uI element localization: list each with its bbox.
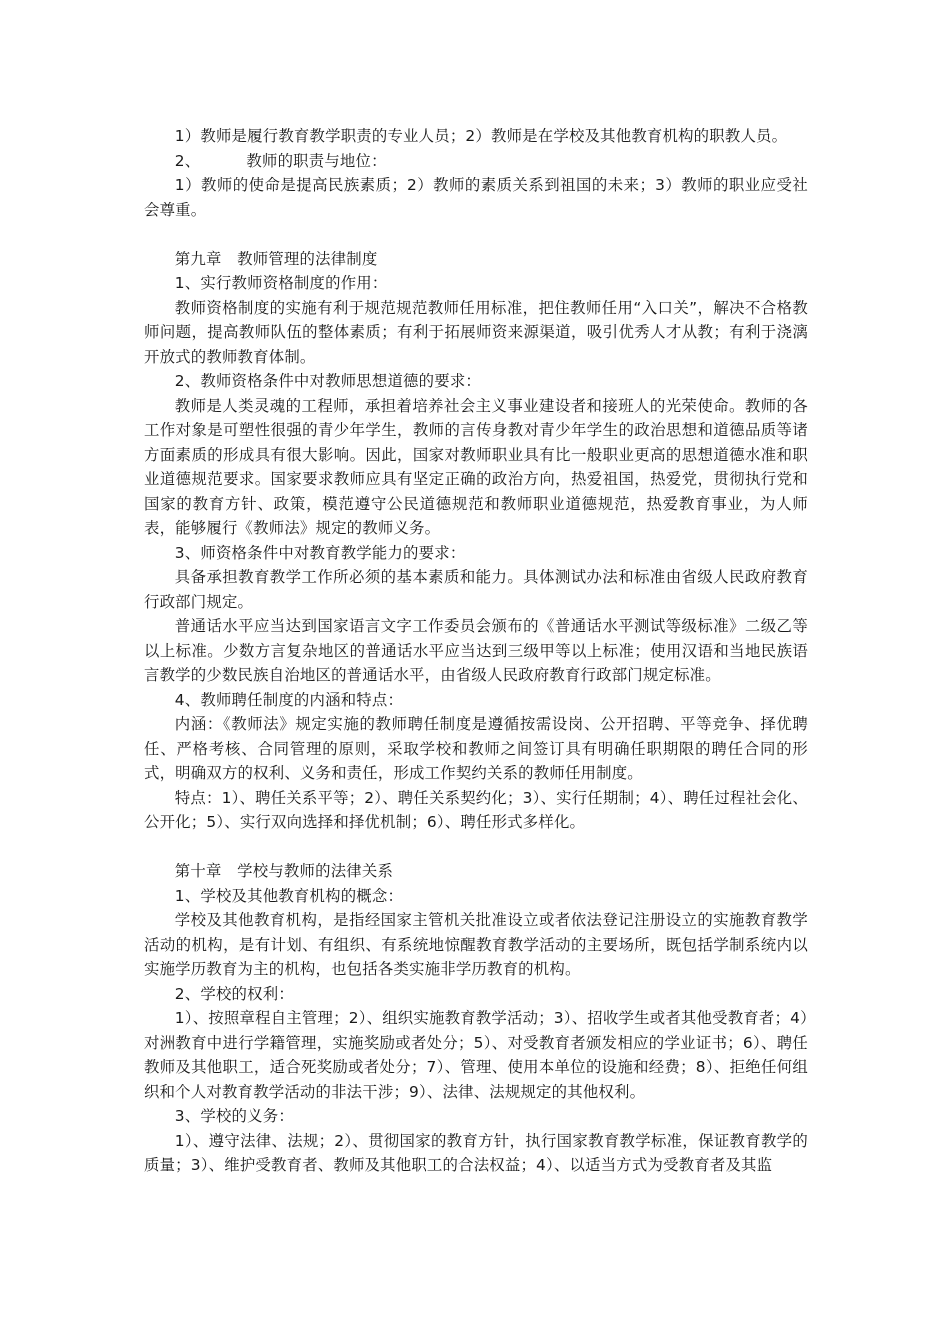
- paragraph: 内涵：《教师法》规定实施的教师聘任制度是遵循按需设岗、公开招聘、平等竞争、择优聘任、严格考核、合同管理的原则，采取学校和教师之间签订具有明确任职期限的聘任合同的形式，明确双方的权利、义务和责任，形成工作契约关系的教师任用制度。: [144, 715, 808, 782]
- paragraph: 普通话水平应当达到国家语言文字工作委员会颁布的《普通话水平测试等级标准》二级乙等以上标准。少数方言复杂地区的普通话水平应当达到三级甲等以上标准；使用汉语和当地民族语言教学的少数民族自治地区的普通话水平，由省级人民政府教育行政部门规定标准。: [144, 617, 808, 684]
- paragraph: 具备承担教育教学工作所必须的基本素质和能力。具体测试办法和标准由省级人民政府教育行政部门规定。: [144, 568, 808, 611]
- paragraph: 教师资格制度的实施有利于规范规范教师任用标准，把住教师任用“入口关”，解决不合格教师问题，提高教师队伍的整体素质；有利于拓展师资来源渠道，吸引优秀人才从教；有利于浇漓开放式的教师教育体制。: [144, 298, 808, 366]
- section-number: 2、: [174, 151, 201, 170]
- paragraph: 1）、遵守法律、法规；2）、贯彻国家的教育方针，执行国家教育教学标准，保证教育教学的质量；3）、维护受教育者、教师及其他职工的合法权益；4）、以适当方式为受教育者及其监: [144, 1131, 808, 1174]
- chapter-heading: 第十章 学校与教师的法律关系: [174, 862, 394, 880]
- section-heading: 3、师资格条件中对教育教学能力的要求：: [174, 543, 466, 562]
- paragraph: 1）、按照章程自主管理；2）、组织实施教育教学活动；3）、招收学生或者其他受教育者；4）对洲教育中进行学籍管理，实施奖励或者处分；5）、对受教育者颁发相应的学业证书；6）、聘任教师及其他职工，适合死奖励或者处分；7）、管理、使用本单位的设施和经费；8）、拒绝任何组织和个人对教育教学活动的非法干涉；9）、法律、法规规定的其他权利。: [144, 1009, 808, 1101]
- chapter-heading: 第九章 教师管理的法律制度: [174, 249, 378, 268]
- section-title: 教师的职责与地位：: [246, 151, 387, 170]
- paragraph: 1）教师的使命是提高民族素质；2）教师的素质关系到祖国的未来；3）教师的职业应受社会尊重。: [144, 176, 808, 219]
- document-body: [144, 124, 808, 1178]
- section-heading: 4、教师聘任制度的内涵和特点：: [174, 690, 404, 709]
- paragraph: 特点：1）、聘任关系平等；2）、聘任关系契约化；3）、实行任期制；4）、聘任过程社会化、公开化；5）、实行双向选择和择优机制；6）、聘任形式多样化。: [144, 788, 808, 831]
- section-heading: 2、教师资格条件中对教师思想道德的要求：: [174, 372, 482, 390]
- section-heading: 1、学校及其他教育机构的概念：: [174, 886, 404, 905]
- section-heading: [144, 149, 808, 174]
- section-heading: 3、学校的义务：: [174, 1107, 294, 1125]
- section-heading: 2、学校的权利：: [174, 984, 294, 1003]
- paragraph: 教师是人类灵魂的工程师，承担着培养社会主义事业建设者和接班人的光荣使命。教师的各工作对象是可塑性很强的青少年学生，教师的言传身教对青少年学生的政治思想和道德品质等诸方面素质的形成具有很大影响。因此，国家对教师职业具有比一般职业更高的思想道德水准和职业道德规范要求。国家要求教师应具有坚定正确的政治方向，热爱祖国，热爱党，贯彻执行党和国家的教育方针、政策，模范遵守公民道德规范和教师职业道德规范，热爱教育事业，为人师表，能够履行《教师法》规定的教师义务。: [144, 396, 808, 537]
- section-heading: 1、实行教师资格制度的作用：: [174, 274, 388, 292]
- paragraph: 1）教师是履行教育教学职责的专业人员；2）教师是在学校及其他教育机构的职教人员。: [174, 127, 788, 145]
- paragraph: 学校及其他教育机构，是指经国家主管机关批准设立或者依法登记注册设立的实施教育教学活动的机构，是有计划、有组织、有系统地惊醒教育教学活动的主要场所，既包括学制系统内以实施学历教育为主的机构，也包括各类实施非学历教育的机构。: [144, 911, 808, 978]
